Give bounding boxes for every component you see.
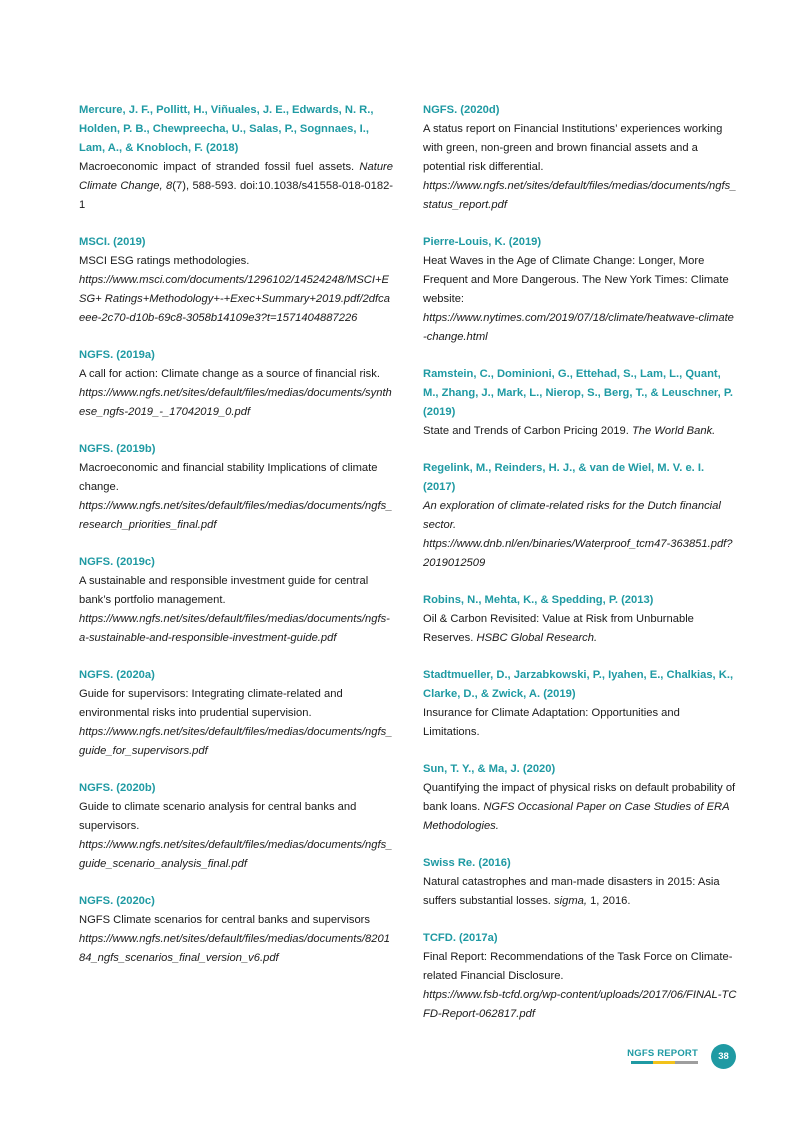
reference-title: A sustainable and responsible investment guide for central bank’s portfolio management.	[79, 575, 369, 606]
footer-color-bar	[631, 1061, 698, 1064]
footer-bar-gray	[675, 1061, 698, 1064]
reference-entry	[79, 101, 393, 215]
reference-title: Final Report: Recommendations of the Task Force on Climate-related Financial Disclosure.	[423, 951, 733, 982]
reference-entry	[423, 591, 737, 648]
reference-authors: Robins, N., Mehta, K., & Spedding, P. (2013)	[423, 594, 654, 606]
reference-entry	[79, 779, 393, 874]
reference-title: NGFS Climate scenarios for central banks and supervisors	[79, 914, 370, 926]
reference-volume: 8	[166, 180, 173, 192]
reference-entry	[79, 892, 393, 968]
references-right-column	[423, 101, 737, 1024]
reference-authors: NGFS. (2020c)	[79, 895, 155, 907]
reference-title: Macroeconomic and financial stability Implications of climate change.	[79, 462, 378, 493]
reference-url[interactable]: https://www.ngfs.net/sites/default/files/medias/documents/ngfs_status_report.pdf	[423, 180, 737, 211]
reference-entry	[423, 233, 737, 347]
reference-title: MSCI ESG ratings methodologies.	[79, 255, 250, 267]
reference-entry	[423, 760, 737, 836]
reference-title: Guide for supervisors: Integrating climate-related and environmental risks into prudential supervision.	[79, 688, 343, 719]
reference-publisher: HSBC Global Research.	[476, 632, 598, 644]
reference-authors: NGFS. (2019b)	[79, 443, 156, 455]
reference-entry	[79, 666, 393, 761]
reference-title: An exploration of climate-related risks for the Dutch financial sector.	[423, 500, 721, 531]
reference-title: Natural catastrophes and man-made disasters in 2015: Asia suffers substantial losses.	[423, 876, 720, 907]
report-label: NGFS REPORT	[627, 1048, 698, 1059]
reference-url[interactable]: https://www.ngfs.net/sites/default/files/medias/documents/ngfs_research_priorities_final.pdf	[79, 500, 393, 531]
reference-url[interactable]: https://www.dnb.nl/en/binaries/Waterproof_tcm47-363851.pdf?2019012509	[423, 538, 733, 569]
reference-url[interactable]: https://www.ngfs.net/sites/default/files/medias/documents/ngfs-a-sustainable-and-responsible-investment-guide.pdf	[79, 613, 390, 644]
reference-entry	[423, 929, 737, 1024]
reference-authors: Pierre-Louis, K. (2019)	[423, 236, 542, 248]
reference-authors: NGFS. (2020b)	[79, 782, 156, 794]
page-footer	[0, 1040, 793, 1080]
reference-title: Heat Waves in the Age of Climate Change: Longer, More Frequent and More Dangerous. The New York Times: Climate website:	[423, 255, 729, 305]
reference-title: Guide to climate scenario analysis for central banks and supervisors.	[79, 801, 357, 832]
reference-entry	[423, 365, 737, 441]
reference-url[interactable]: https://www.ngfs.net/sites/default/files/medias/documents/820184_ngfs_scenarios_final_version_v6.pdf	[79, 933, 390, 964]
reference-entry	[79, 233, 393, 328]
reference-url[interactable]: https://www.ngfs.net/sites/default/files/medias/documents/ngfs_guide_scenario_analysis_final.pdf	[79, 839, 393, 870]
reference-title: Macroeconomic impact of stranded fossil fuel assets.	[79, 161, 355, 173]
reference-authors: NGFS. (2019c)	[79, 556, 155, 568]
reference-authors: Mercure, J. F., Pollitt, H., Viñuales, J. E., Edwards, N. R., Holden, P. B., Chewpreecha, U., Salas, P., Sognnaes, I., Lam, A., & Knobloch, F. (2018)	[79, 104, 374, 154]
reference-authors: NGFS. (2020d)	[423, 104, 500, 116]
reference-url[interactable]: https://www.msci.com/documents/1296102/14524248/MSCI+ESG+ Ratings+Methodology+-+Exec+Summary+2019.pdf/2dfcaeee-2c70-d10b-69c8-3058b14109e3?t=1571404887226	[79, 274, 390, 324]
reference-title: A status report on Financial Institutions’ experiences working with green, non-green and brown financial assets and a potential risk differential.	[423, 123, 723, 173]
reference-title: State and Trends of Carbon Pricing 2019.	[423, 425, 629, 437]
references-left-column	[79, 101, 393, 968]
reference-entry	[79, 553, 393, 648]
reference-volume-year: 1, 2016.	[590, 895, 631, 907]
reference-authors: Ramstein, C., Dominioni, G., Ettehad, S., Lam, L., Quant, M., Zhang, J., Mark, L., Nierop, S., Berg, T., & Leuschner, P. (2019)	[423, 368, 734, 418]
reference-title: Quantifying the impact of physical risks on default probability of bank loans.	[423, 782, 736, 813]
reference-publisher: The World Bank.	[631, 425, 716, 437]
reference-journal: NGFS Occasional Paper on Case Studies of ERA Methodologies.	[423, 801, 730, 832]
reference-entry	[79, 346, 393, 422]
reference-title: Oil & Carbon Revisited: Value at Risk from Unburnable Reserves.	[423, 613, 694, 644]
reference-journal: sigma,	[554, 895, 587, 907]
reference-title: A call for action: Climate change as a source of financial risk.	[79, 368, 380, 380]
reference-authors: Sun, T. Y., & Ma, J. (2020)	[423, 763, 556, 775]
reference-entry	[79, 440, 393, 535]
reference-entry	[423, 459, 737, 573]
footer-bar-teal	[631, 1061, 653, 1064]
reference-authors: TCFD. (2017a)	[423, 932, 498, 944]
reference-authors: Regelink, M., Reinders, H. J., & van de Wiel, M. V. e. I. (2017)	[423, 462, 705, 493]
reference-authors: NGFS. (2019a)	[79, 349, 155, 361]
reference-journal: Nature Climate Change,	[79, 161, 394, 192]
reference-url[interactable]: https://www.ngfs.net/sites/default/files/medias/documents/synthese_ngfs-2019_-_17042019_0.pdf	[79, 387, 392, 418]
reference-authors: NGFS. (2020a)	[79, 669, 155, 681]
reference-url[interactable]: https://www.ngfs.net/sites/default/files/medias/documents/ngfs_guide_for_supervisors.pdf	[79, 726, 393, 757]
reference-title: Insurance for Climate Adaptation: Opportunities and Limitations.	[423, 707, 680, 738]
reference-entry	[423, 666, 737, 742]
reference-pages-doi: (7), 588-593. doi:10.1038/s41558-018-0182-1	[79, 180, 394, 211]
reference-url[interactable]: https://www.fsb-tcfd.org/wp-content/uploads/2017/06/FINAL-TCFD-Report-062817.pdf	[423, 989, 737, 1020]
footer-bar-yellow	[653, 1061, 675, 1064]
reference-entry	[423, 101, 737, 215]
page-number-badge: 38	[711, 1044, 736, 1069]
reference-url[interactable]: https://www.nytimes.com/2019/07/18/climate/heatwave-climate-change.html	[423, 312, 734, 343]
reference-authors: Swiss Re. (2016)	[423, 857, 511, 869]
reference-entry	[423, 854, 737, 911]
reference-authors: Stadtmueller, D., Jarzabkowski, P., Iyahen, E., Chalkias, K., Clarke, D., & Zwick, A. (2019)	[423, 669, 734, 700]
reference-authors: MSCI. (2019)	[79, 236, 146, 248]
